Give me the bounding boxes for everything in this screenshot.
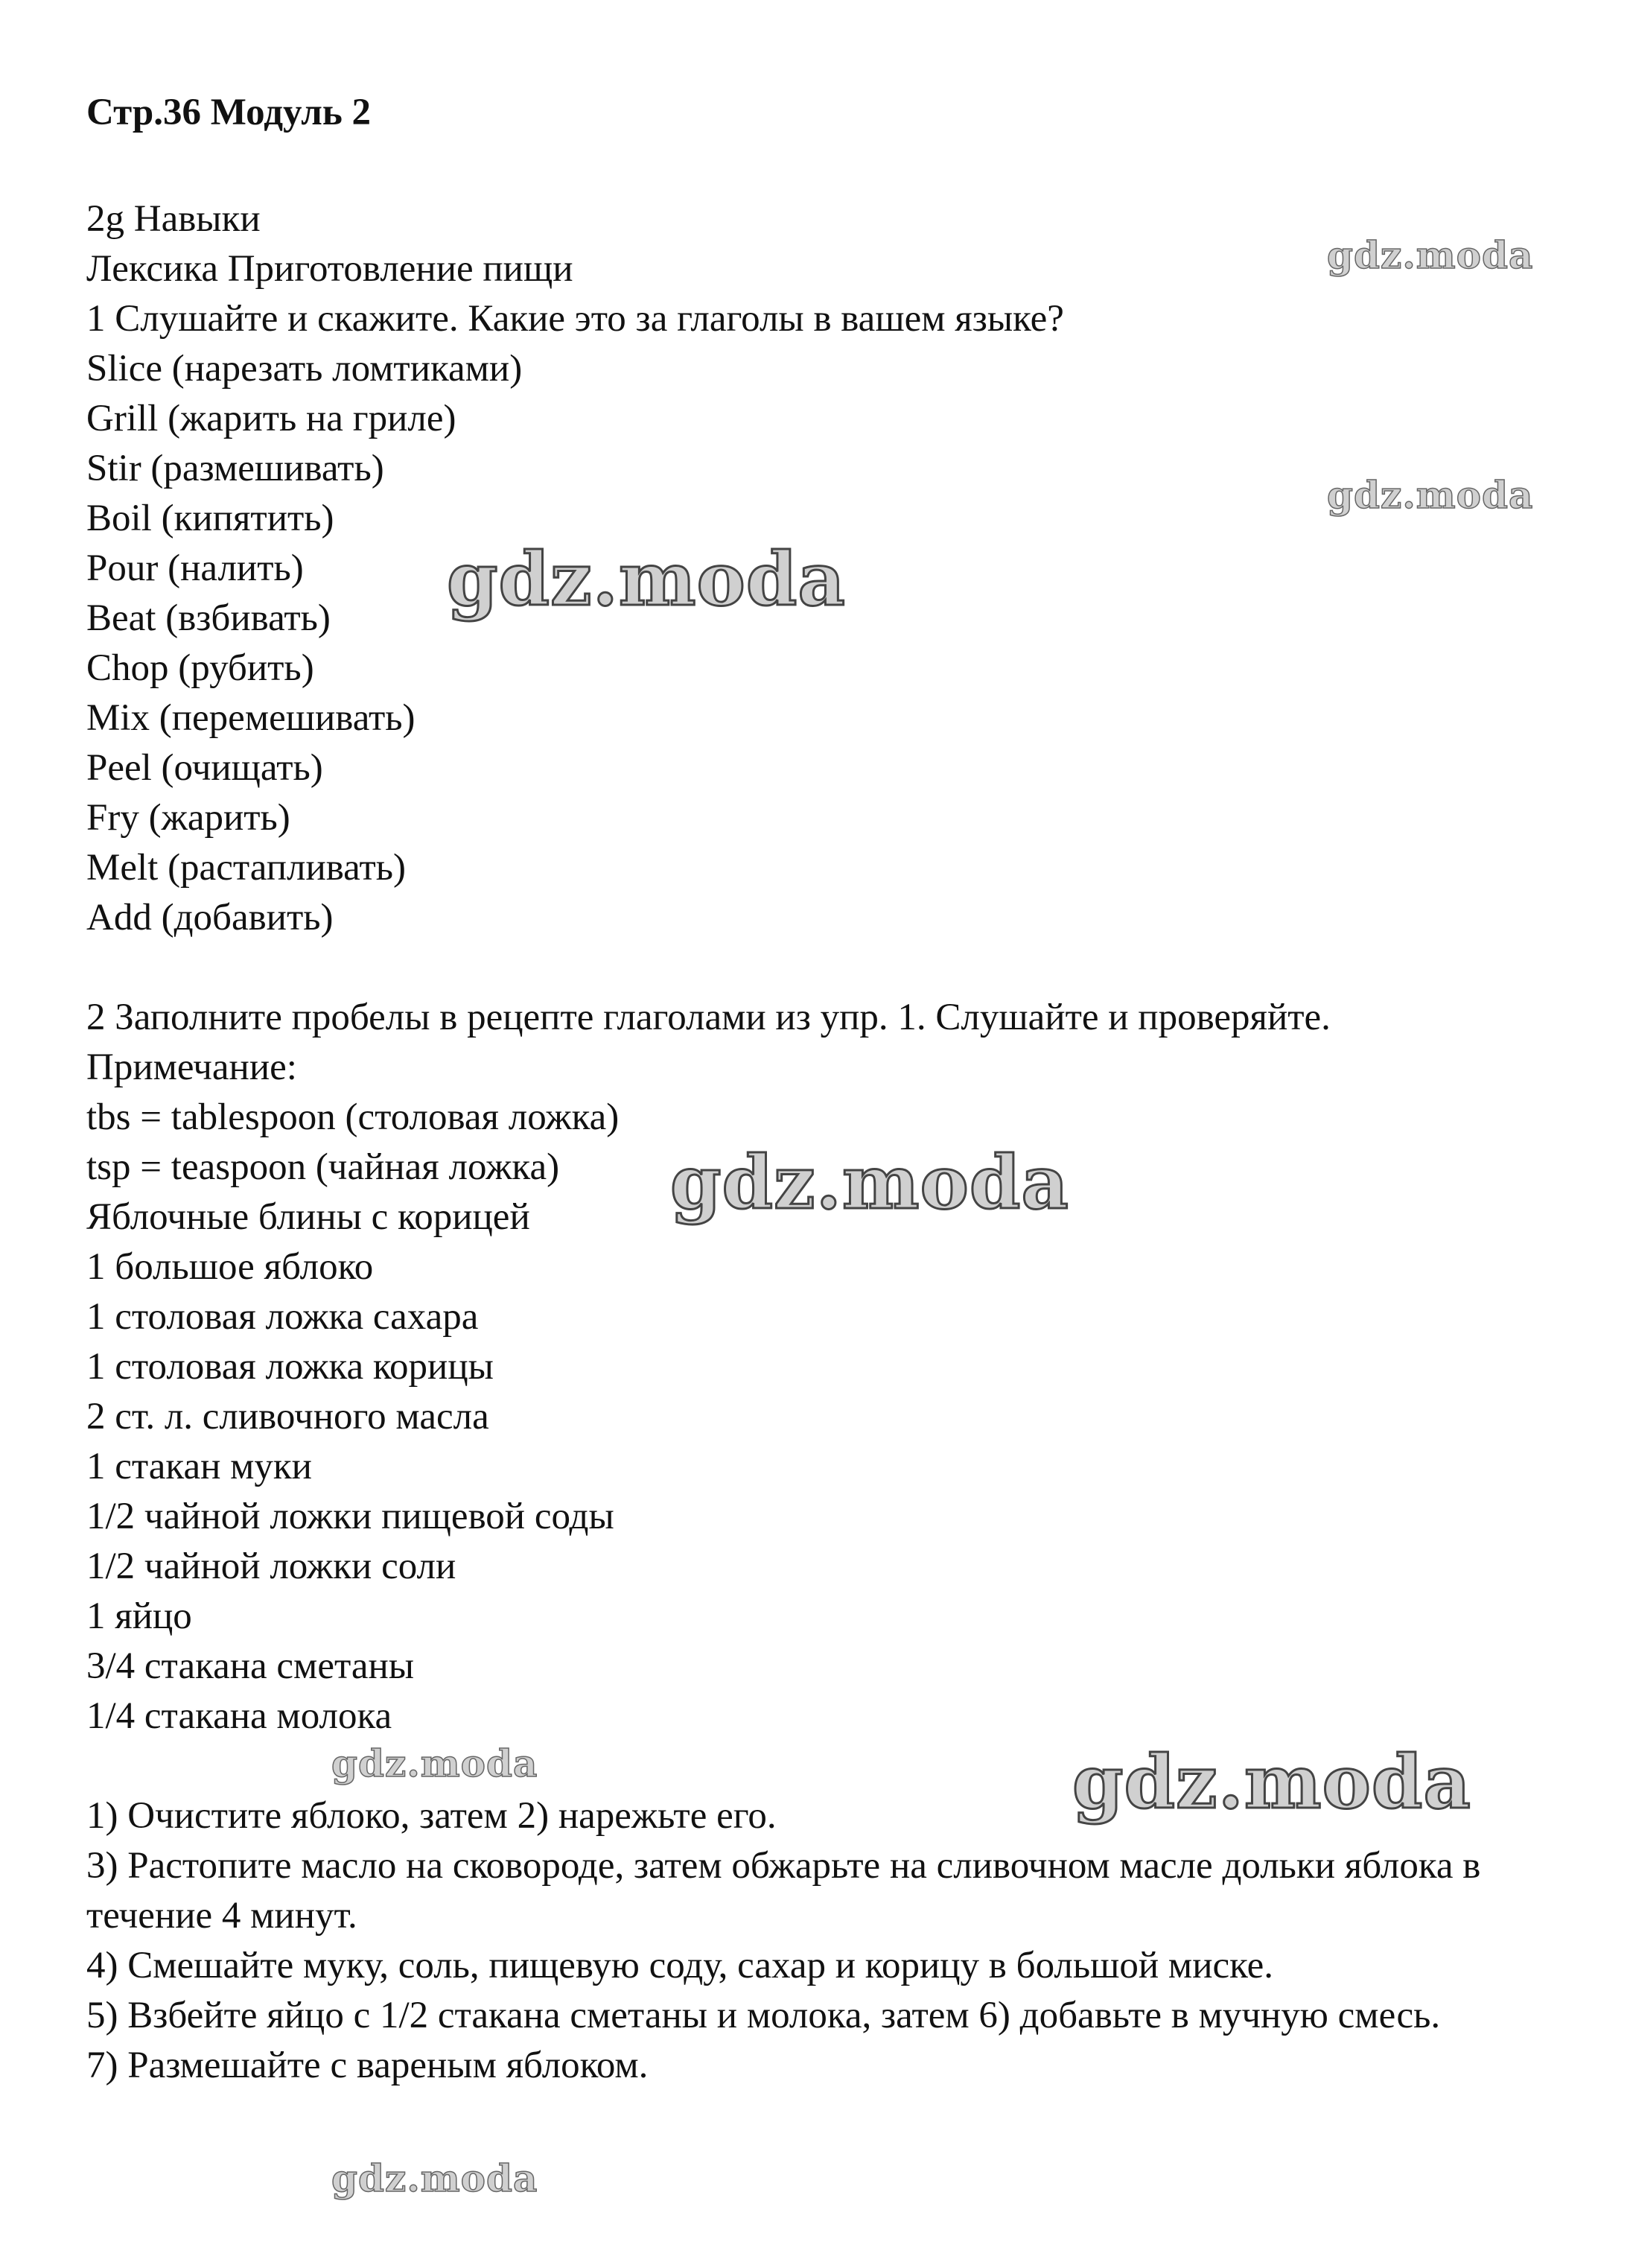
- vocab-item: Boil (кипятить): [86, 498, 334, 539]
- vocab-item: Melt (растапливать): [86, 847, 406, 889]
- vocab-item: Grill (жарить на гриле): [86, 398, 456, 439]
- ingredient: 1/2 чайной ложки соли: [86, 1546, 456, 1587]
- ingredient: 3/4 стакана сметаны: [86, 1645, 415, 1687]
- watermark-logo: gdz.moda: [447, 537, 846, 623]
- watermark-logo: gdz.moda: [331, 2156, 538, 2200]
- text-line: 2g Навыки: [86, 198, 261, 240]
- watermark-logo: gdz.moda: [1327, 233, 1534, 277]
- text-line: 1 Слушайте и скажите. Какие это за глаголы в вашем языке?: [86, 298, 1064, 340]
- ingredient: 1 столовая ложка корицы: [86, 1346, 494, 1388]
- ingredient: 1/2 чайной ложки пищевой соды: [86, 1496, 614, 1537]
- text-line: tbs = tablespoon (столовая ложка): [86, 1096, 620, 1138]
- vocab-item: Beat (взбивать): [86, 597, 331, 639]
- ingredient: 1 столовая ложка сахара: [86, 1296, 479, 1338]
- text-line: tsp = teaspoon (чайная ложка): [86, 1146, 560, 1188]
- vocab-item: Chop (рубить): [86, 647, 314, 689]
- vocab-item: Fry (жарить): [86, 797, 290, 839]
- vocab-item: Pour (налить): [86, 547, 304, 589]
- ingredient: 1 стакан муки: [86, 1446, 312, 1487]
- vocab-item: Stir (размешивать): [86, 448, 384, 489]
- recipe-step: 1) Очистите яблоко, затем 2) нарежьте его.: [86, 1795, 777, 1837]
- recipe-steps: [86, 1791, 1585, 2091]
- text-line: Примечание:: [86, 1046, 297, 1088]
- watermark-logo: gdz.moda: [1072, 1740, 1471, 1826]
- ingredient: 1 большое яблоко: [86, 1246, 374, 1288]
- recipe-title: Яблочные блины с корицей: [86, 1196, 530, 1238]
- watermark-logo: gdz.moda: [670, 1140, 1069, 1226]
- vocab-item: Peel (очищать): [86, 747, 323, 789]
- recipe-step: 7) Размешайте с вареным яблоком.: [86, 2045, 649, 2086]
- watermark-logo: gdz.moda: [1327, 473, 1534, 517]
- vocab-item: Add (добавить): [86, 897, 334, 938]
- ingredient: 2 ст. л. сливочного масла: [86, 1396, 489, 1438]
- text-line: 2 Заполните пробелы в рецепте глаголами из упр. 1. Слушайте и проверяйте.: [86, 997, 1331, 1038]
- vocab-item: Mix (перемешивать): [86, 697, 416, 739]
- ingredient: 1 яйцо: [86, 1595, 192, 1637]
- vocab-item: Slice (нарезать ломтиками): [86, 348, 523, 390]
- recipe-step: 4) Смешайте муку, соль, пищевую соду, сахар и корицу в большой миске.: [86, 1945, 1274, 1986]
- recipe-step: 3) Растопите масло на сковороде, затем обжарьте на сливочном масле дольки яблока в течение 4 минут.: [86, 1845, 1481, 1937]
- watermark-logo: gdz.moda: [331, 1741, 538, 1785]
- page-title: Стр.36 Модуль 2: [86, 92, 372, 133]
- text-line: Лексика Приготовление пищи: [86, 248, 573, 290]
- exercise-2: [86, 993, 1585, 1741]
- ingredient: 1/4 стакана молока: [86, 1695, 392, 1737]
- recipe-step: 5) Взбейте яйцо с 1/2 стакана сметаны и молока, затем 6) добавьте в мучную смесь.: [86, 1995, 1441, 2036]
